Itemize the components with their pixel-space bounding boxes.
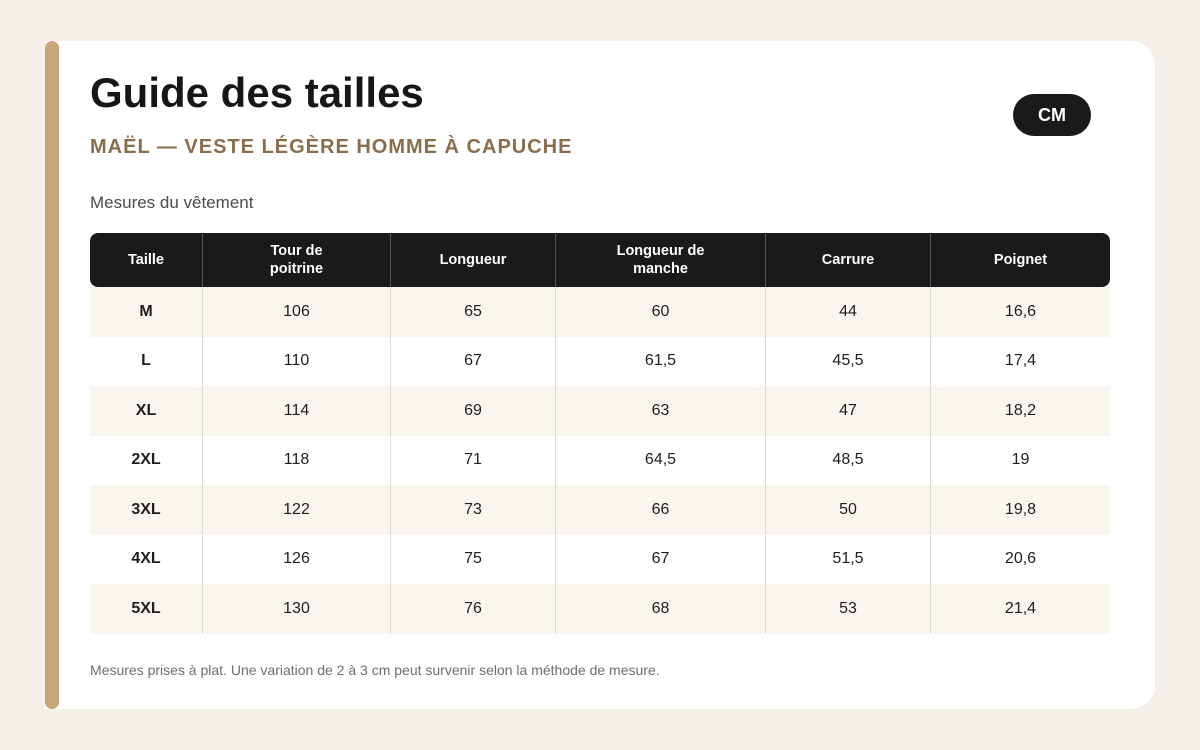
size-table: [90, 233, 1110, 634]
table-cell: 76: [390, 584, 555, 634]
table-cell: 114: [202, 386, 390, 436]
size-cell: L: [90, 337, 202, 387]
table-cell: 19: [930, 436, 1110, 486]
size-cell: 5XL: [90, 584, 202, 634]
table-header: [90, 233, 1110, 287]
table-row: [90, 584, 1110, 634]
table-cell: 71: [390, 436, 555, 486]
table-cell: 19,8: [930, 485, 1110, 535]
size-cell: XL: [90, 386, 202, 436]
table-header-row: [90, 233, 1110, 287]
accent-bar: [45, 41, 59, 709]
table-cell: 66: [555, 485, 765, 535]
table-cell: 67: [390, 337, 555, 387]
column-header-length: Longueur: [390, 233, 555, 287]
page-title: Guide des tailles: [90, 69, 424, 116]
table-row: [90, 287, 1110, 337]
table-cell: 75: [390, 535, 555, 585]
size-cell: M: [90, 287, 202, 337]
column-header-sleeve-length-label: Longueur de manche: [616, 243, 705, 277]
table-cell: 106: [202, 287, 390, 337]
table-cell: 21,4: [930, 584, 1110, 634]
column-header-chest-label: Tour de poitrine: [269, 243, 324, 277]
table-cell: 122: [202, 485, 390, 535]
table-cell: 69: [390, 386, 555, 436]
product-subtitle: MAËL — VESTE LÉGÈRE HOMME À CAPUCHE: [90, 136, 573, 158]
table-cell: 65: [390, 287, 555, 337]
table-cell: 68: [555, 584, 765, 634]
size-guide-card: [45, 41, 1155, 709]
table-cell: 110: [202, 337, 390, 387]
table-cell: 18,2: [930, 386, 1110, 436]
table-row: [90, 535, 1110, 585]
table-cell: 20,6: [930, 535, 1110, 585]
unit-toggle-button[interactable]: CM: [1013, 94, 1091, 136]
table-cell: 17,4: [930, 337, 1110, 387]
column-header-shoulder: Carrure: [765, 233, 930, 287]
size-cell: 4XL: [90, 535, 202, 585]
table-cell: 61,5: [555, 337, 765, 387]
table-cell: 16,6: [930, 287, 1110, 337]
table-cell: 44: [765, 287, 930, 337]
column-header-sleeve-length: [555, 233, 765, 287]
table-cell: 63: [555, 386, 765, 436]
table-cell: 60: [555, 287, 765, 337]
table-cell: 126: [202, 535, 390, 585]
size-cell: 2XL: [90, 436, 202, 486]
table-cell: 51,5: [765, 535, 930, 585]
column-header-size: Taille: [90, 233, 202, 287]
table-row: [90, 337, 1110, 387]
section-label: Mesures du vêtement: [90, 193, 254, 212]
table-cell: 53: [765, 584, 930, 634]
table-cell: 45,5: [765, 337, 930, 387]
table-cell: 118: [202, 436, 390, 486]
table-row: [90, 386, 1110, 436]
footnote: Mesures prises à plat. Une variation de 2 à 3 cm peut survenir selon la méthode de mesure.: [90, 662, 660, 678]
table-cell: 130: [202, 584, 390, 634]
table-row: [90, 485, 1110, 535]
column-header-chest: [202, 233, 390, 287]
table-cell: 47: [765, 386, 930, 436]
table-cell: 67: [555, 535, 765, 585]
table-cell: 48,5: [765, 436, 930, 486]
table-body: [90, 287, 1110, 634]
column-header-wrist: Poignet: [930, 233, 1110, 287]
table-cell: 50: [765, 485, 930, 535]
table-cell: 73: [390, 485, 555, 535]
size-cell: 3XL: [90, 485, 202, 535]
table-cell: 64,5: [555, 436, 765, 486]
table-row: [90, 436, 1110, 486]
